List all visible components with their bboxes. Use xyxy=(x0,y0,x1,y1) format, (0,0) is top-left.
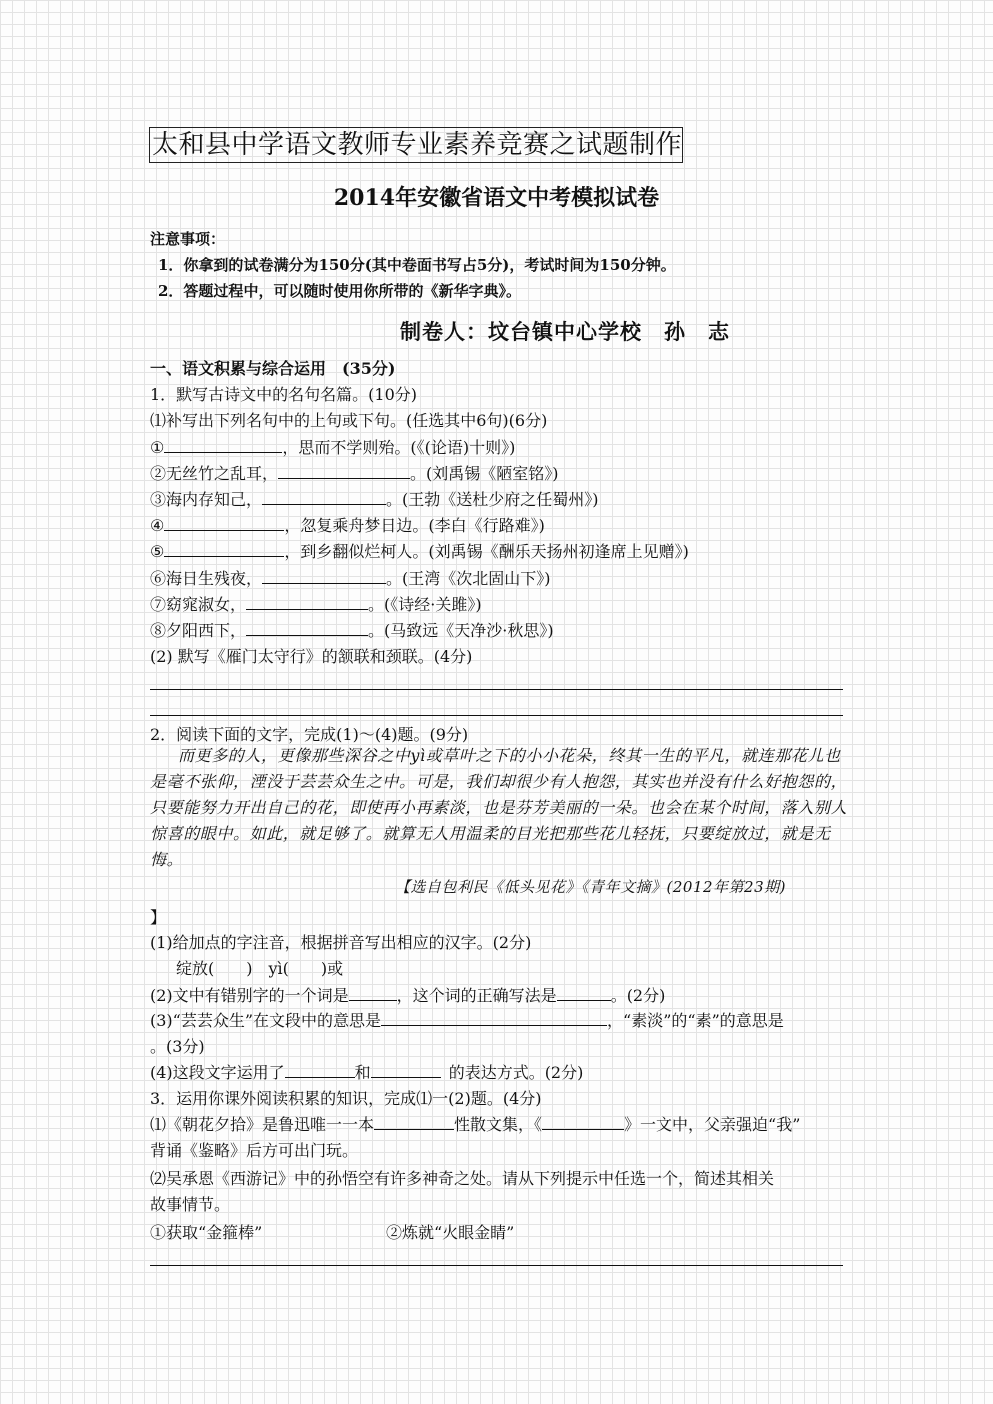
q2-sub4-text-a: (4)这段文字运用了 xyxy=(150,1063,285,1082)
answer-blank[interactable] xyxy=(381,1010,607,1026)
answer-blank[interactable] xyxy=(164,541,284,557)
fill-line-post: ，思而不学则殆。(《(论语)十则》) xyxy=(282,438,516,457)
q3-sub2-line2: 故事情节。 xyxy=(150,1195,231,1214)
q3-sub2: ⑵吴承恩《西游记》中的孙悟空有许多神奇之处。请从下列提示中任选一个，简述其相关 xyxy=(150,1169,775,1188)
answer-blank[interactable] xyxy=(285,1062,355,1078)
fill-line-5 xyxy=(150,539,689,562)
answer-rule[interactable] xyxy=(150,715,843,716)
fill-line-2 xyxy=(150,461,559,484)
q3-heading: 3．运用你课外阅读积累的知识，完成⑴一(2)题。(4分) xyxy=(150,1089,542,1108)
q2-sub1-blanks: 绽放( ) yì( )或 xyxy=(176,959,344,978)
answer-blank[interactable] xyxy=(542,1114,624,1130)
fill-line-post: 。(刘禹锡《陋室铭》) xyxy=(410,464,559,483)
notice-heading: 注意事项： xyxy=(150,230,226,248)
q2-sub4-text-b: 和 xyxy=(354,1063,371,1082)
q3-sub1 xyxy=(150,1112,800,1135)
notice-item-1: 1．你拿到的试卷满分为150分(其中卷面书写占5分)，考试时间为150分钟。 xyxy=(158,256,676,274)
fill-line-1 xyxy=(150,435,515,458)
q2-sub4-text-c: 的表达方式。(2分) xyxy=(448,1063,584,1082)
answer-blank[interactable] xyxy=(262,489,386,505)
fill-line-post: 。(《诗经·关雎》) xyxy=(368,595,482,614)
answer-rule[interactable] xyxy=(150,1265,843,1266)
q2-sub3 xyxy=(150,1008,784,1031)
contest-banner: 太和县中学语文教师专业素养竞赛之试题制作 xyxy=(149,127,683,163)
answer-blank[interactable] xyxy=(246,620,368,636)
q3-sub1-text-b: 性散文集，《 xyxy=(454,1115,543,1134)
answer-blank[interactable] xyxy=(246,594,368,610)
fill-line-post: ，到乡翻似烂柯人。(刘禹锡《酬乐天扬州初逢席上见赠》) xyxy=(284,542,689,561)
answer-blank[interactable] xyxy=(349,985,397,1001)
q2-sub2-text-a: (2)文中有错别字的一个词是 xyxy=(150,986,349,1005)
q1-heading: 1．默写古诗文中的名句名篇。(10分) xyxy=(150,385,418,404)
answer-blank[interactable] xyxy=(371,1062,441,1078)
q3-option-2: ②炼就“火眼金睛” xyxy=(386,1223,515,1242)
passage-source: 【选自包利民《低头见花》《青年文摘》(2012年第23期) xyxy=(395,878,786,896)
fill-line-6 xyxy=(150,566,551,589)
fill-line-pre: ⑥海日生残夜， xyxy=(150,569,263,588)
fill-line-3 xyxy=(150,487,599,510)
answer-rule[interactable] xyxy=(150,689,843,690)
passage-source-end: 】 xyxy=(150,908,167,927)
q2-heading: 2．阅读下面的文字，完成(1)～(4)题。(9分) xyxy=(150,725,469,744)
q2-sub3-text-a: (3)“芸芸众生”在文段中的意思是 xyxy=(150,1011,382,1030)
reading-passage: 而更多的人，更像那些深谷之中yì或草叶之下的小小花朵，终其一生的平凡，就连那花儿也是毫不张仰，湮没于芸芸众生之中。可是，我们却很少有人抱怨，其实也并没有什么好抱怨的，只要能努力开出自己的花，即使再小再素淡，也是芬芳美丽的一朵。也会在某个时间，落入别人惊喜的眼中。如此，就足够了。就算无人用温柔的目光把那些花儿轻抚，只要绽放过，就是无悔。 xyxy=(150,746,848,869)
answer-blank[interactable] xyxy=(262,568,386,584)
answer-blank[interactable] xyxy=(374,1114,454,1130)
fill-line-post: 。(王湾《次北固山下》) xyxy=(386,569,551,588)
q2-sub1: (1)给加点的字注音，根据拼音写出相应的汉字。(2分) xyxy=(150,933,532,952)
q3-sub1-text-c: 》一文中，父亲强迫“我” xyxy=(624,1115,801,1134)
q3-sub1-line2: 背诵《鉴略》后方可出门玩。 xyxy=(150,1141,359,1160)
answer-blank[interactable] xyxy=(557,985,611,1001)
q2-sub2-text-c: 。(2分) xyxy=(610,986,666,1005)
fill-line-pre: ⑦窈窕淑女， xyxy=(150,595,247,614)
q2-sub3-text-b: ，“素淡”的“素”的意思是 xyxy=(607,1011,784,1030)
fill-line-post: 。(马致远《天净沙·秋思》) xyxy=(368,621,554,640)
answer-blank[interactable] xyxy=(164,437,282,453)
q2-sub3-end: 。(3分) xyxy=(150,1037,205,1056)
q2-sub4 xyxy=(150,1060,583,1083)
fill-line-4 xyxy=(150,513,545,536)
q1-sub2: (2) 默写《雁门太守行》的颔联和颈联。(4分) xyxy=(150,647,473,666)
q3-sub1-text-a: ⑴《朝花夕拾》是鲁迅唯一一本 xyxy=(150,1115,375,1134)
q2-sub2 xyxy=(150,983,665,1006)
exam-author: 制卷人：坟台镇中心学校 孙 志 xyxy=(400,319,730,344)
fill-line-pre: ⑧夕阳西下， xyxy=(150,621,247,640)
fill-line-post: ，忽复乘舟梦日边。(李白《行路难》) xyxy=(284,516,545,535)
q2-sub2-text-b: ，这个词的正确写法是 xyxy=(396,986,557,1005)
fill-line-pre: ① xyxy=(150,438,165,457)
section-1-heading: 一、语文积累与综合运用 (35分) xyxy=(150,359,396,378)
fill-line-8 xyxy=(150,618,554,641)
fill-line-pre: ③海内存知己， xyxy=(150,490,263,509)
fill-line-post: 。(王勃《送杜少府之任蜀州》) xyxy=(386,490,599,509)
q3-option-1: ①获取“金箍棒” xyxy=(150,1223,263,1242)
answer-blank[interactable] xyxy=(164,515,284,531)
fill-line-pre: ②无丝竹之乱耳， xyxy=(150,464,279,483)
exam-title: 2014年安徽省语文中考模拟试卷 xyxy=(333,185,660,211)
fill-line-7 xyxy=(150,592,482,615)
fill-line-pre: ④ xyxy=(150,516,165,535)
answer-blank[interactable] xyxy=(278,463,410,479)
fill-line-pre: ⑤ xyxy=(150,542,165,561)
q1-sub1: ⑴补写出下列名句中的上句或下句。(任选其中6句)(6分) xyxy=(150,411,548,430)
notice-item-2: 2．答题过程中，可以随时使用你所带的《新华字典》。 xyxy=(158,282,521,300)
